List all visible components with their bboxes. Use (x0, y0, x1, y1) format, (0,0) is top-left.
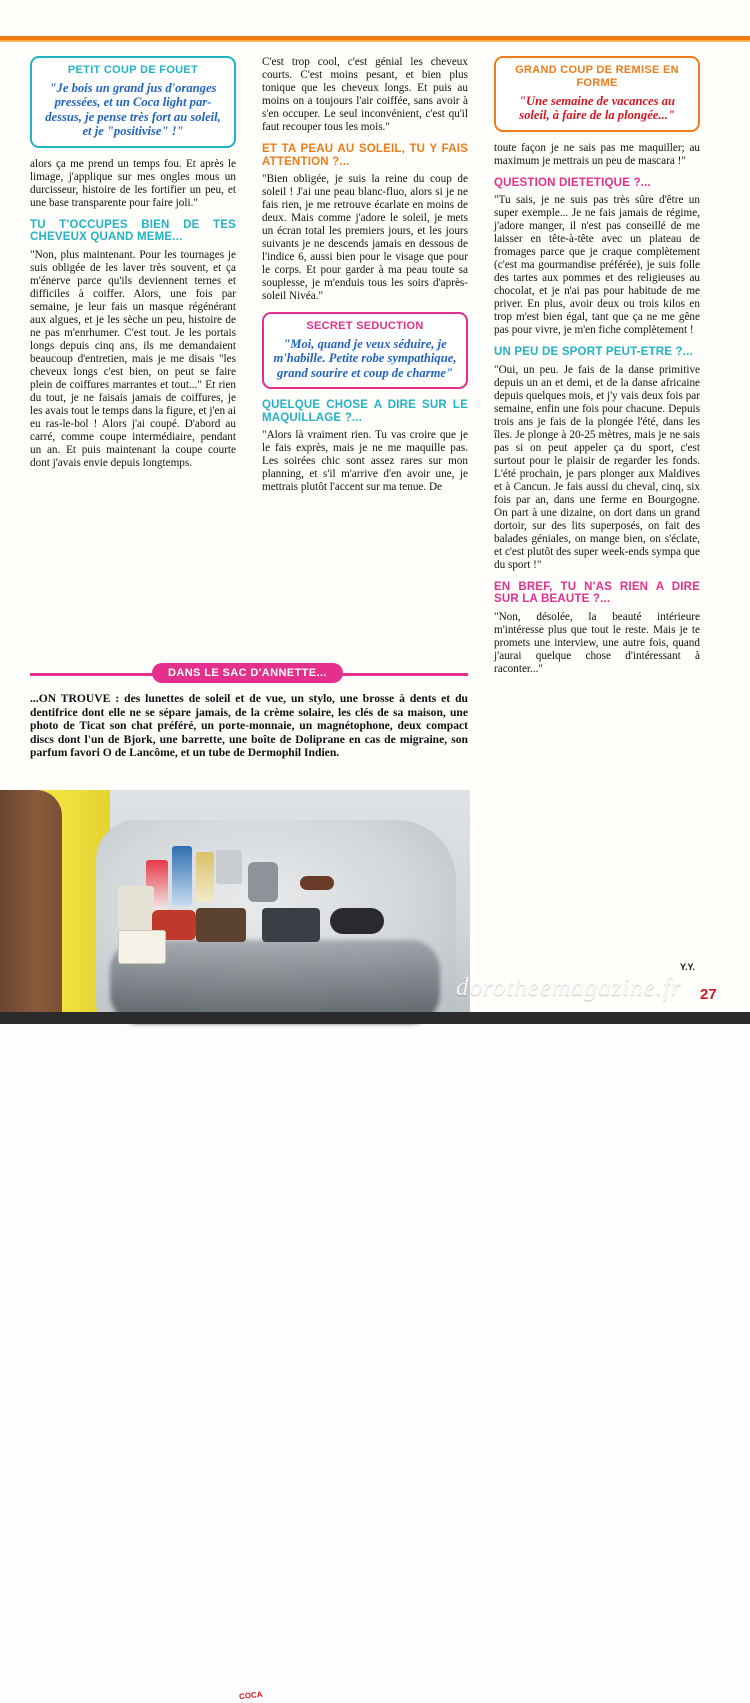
section-heading-peau-au-soleil: ET TA PEAU AU SOLEIL, TU Y FAIS ATTENTION ?... (262, 143, 468, 168)
object-coca-label: COCA (236, 1688, 267, 1702)
pull-quote-secret-seduction (262, 312, 468, 389)
paragraph: "Non, désolée, la beauté intérieure m'intéresse plus que tout le reste. Mais je te promets une interview, une autre fois, quand j'aurai quelque chose d'intéressant à raconter..." (494, 610, 700, 675)
column-three (494, 56, 700, 685)
top-rule-light (0, 40, 750, 42)
paragraph: C'est trop cool, c'est génial les cheveux courts. C'est moins pesant, et bien plus tonique que les cheveux longs. Et puis au moins on a toujours l'air coiffée, sans avoir à s'en occuper. Le seul inconvénient, c'est qu'il faut recouper tous les mois." (262, 56, 468, 133)
section-heading-sport: UN PEU DE SPORT PEUT-ETRE ?... (494, 346, 693, 359)
banner-body-text: ...ON TROUVE : des lunettes de soleil et de vue, un stylo, une brosse à dents et du dentifrice dont elle ne se sépare jamais, de la crème solaire, les clés de sa maison, une photo de Ticat son chat préféré, un porte-monnaie, un magnétophone, deux compact discs dont l'un de Bjork, une barrette, une boîte de Doliprane en cas de migraine, son parfum favori O de Lancôme, et un tube de Dermophil Indien. (30, 692, 468, 760)
pull-quote-grand-coup-de-remise-en-forme (494, 56, 700, 132)
object-sunglasses (330, 908, 384, 934)
paragraph: "Oui, un peu. Je fais de la danse primitive depuis un an et demi, et de la danse africaine depuis quelques mois, et j'y vais deux fois par semaine, enfin une fois pour chacune. Depuis trois ans je fais de la plongée l'été, dans les îles. Je plonge à 20-25 mètres, mais je ne sais pas si on peut appeler ça du sport, c'est surtout pour le plaisir de regarder les fonds. L'été prochain, je pars plonger aux Maldives et à Cancun. Je fais aussi du cheval, cinq, six fois par an, dans une ferme en Bourgogne. On part à une dizaine, on dort dans un grand dortoir, sur des lits superposés, on fait des balades géniales, on mange bien, on s'éclate, et c'est plutôt des super week-ends sympa que du sport !" (494, 363, 700, 571)
object-keys (248, 862, 278, 902)
object-notebook (118, 886, 154, 930)
column-one (30, 56, 236, 479)
paragraph: "Tu sais, je ne suis pas très sûre d'être un super exemple... Je ne fais jamais de régime, j'adore manger, il n'est pas conseillé de me laisser en tête-à-tête avec un plateau de fromages parce que je craque complètement (c'est ma gourmandise préférée), je suis folle des tartes aux pommes et des religieuses au chocolat, et je n'ai pas pour habitude de me priver. En plus, avoir deux ou trois kilos en trop m'est bien égal, tant que ça ne me gêne pas pour vivre, je m'en fiche complètement ! (494, 194, 700, 337)
object-tape-recorder (262, 908, 320, 942)
pull-quote-petit-coup-de-fouet (30, 56, 236, 148)
photo-bag-contents (0, 790, 470, 1702)
section-heading-beaute: EN BREF, TU N'AS RIEN A DIRE SUR LA BEAUTE ?... (494, 580, 700, 606)
author-initials: Y.Y. (680, 962, 696, 972)
object-sunscreen-bottle (172, 846, 192, 906)
pull-quote-text: "Une semaine de vacances au soleil, à faire de la plongée..." (519, 94, 675, 123)
section-heading-dietetique: QUESTION DIETETIQUE ?... (494, 176, 651, 189)
pull-quote-text: "Moi, quand je veux séduire, je m'habille. Petite robe sympathique, grand sourire et coup de charme" (273, 337, 457, 380)
paragraph: "Bien obligée, je suis la reine du coup de soleil ! J'ai une peau blanc-fluo, alors si je ne fais rien, je me retrouve écarlate en moins de deux. Mais comme j'adore le soleil, je mets un écran total les premiers jours, et les jours suivants je ne descends jamais en dessous de l'indice 6, aussi bien pour le visage que pour le corps. Et pour garder à ma peau toute sa souplesse, je m'enduis tous les soirs d'après-soleil Nivéa." (262, 173, 468, 302)
object-cat-photo (118, 930, 166, 964)
watermark: dorotheemagazine.fr (456, 974, 682, 1001)
object-hair-barrette (300, 876, 334, 890)
object-wallet (196, 908, 246, 942)
pull-quote-heading: SECRET SEDUCTION (306, 320, 424, 332)
banner-label: DANS LE SAC D'ANNETTE... (152, 663, 343, 683)
section-heading-maquillage: QUELQUE CHOSE A DIRE SUR LE MAQUILLAGE ?... (262, 399, 468, 424)
photo-arm (0, 790, 62, 1024)
paragraph: toute façon je ne sais pas me maquiller; au maximum je mettrais un peu de mascara !" (494, 141, 700, 167)
pull-quote-heading: GRAND COUP DE REMISE EN FORME (515, 64, 679, 89)
pull-quote-heading: PETIT COUP DE FOUET (67, 64, 199, 76)
paragraph: "Non, plus maintenant. Pour les tournages je suis obligée de les laver très souvent, et ça m'énerve parce qu'ils deviennent ternes et difficiles à coiffer. Alors, une fois par semaine, je leur fais un masque régénérant aux algues, et je les sèche un peu, histoire de ne pas m'enrhumer. C'est tout. Je les portais longs depuis cinq ans, ils me demandaient beaucoup d'entretien, mais je me disais "les cheveux longs c'est bien, on peut se faire plein de coiffures marrantes et tout..." Et rien du tout, je ne faisais jamais de coiffures, je les avais tout le temps dans la figure, et j'en ai eu ras-le-bol ! Alors j'ai coupé. D'abord au carré, comme coupe intermédiaire, pendant un an. Et puis maintenant la coupe courte dont j'avais envie depuis longtemps. (30, 248, 236, 469)
object-perfume-bottle (196, 852, 214, 902)
banner-dans-le-sac (30, 663, 468, 685)
paragraph: alors ça me prend un temps fou. Et après le limage, j'applique sur mes ongles mous un durcisseur, histoire de les fortifier un peu, et une base transparente pour faire joli." (30, 157, 236, 209)
page-number: 27 (700, 986, 717, 1003)
paragraph: "Alors là vraiment rien. Tu vas croire que je le fais exprès, mais je ne me maquille pas. Les soirées chic sont assez rares sur mon planning, et s'il m'arrive d'en avoir une, je mettrais plutôt l'accent sur ma tenue. De (262, 429, 468, 494)
pull-quote-text: "Je bois un grand jus d'oranges pressées, et un Coca light par-dessus, je pense très fort au soleil, et je "positivise" !" (45, 81, 221, 139)
column-two (262, 56, 468, 503)
object-compact-disc (216, 850, 242, 884)
bottom-edge-bar (0, 1012, 750, 1024)
section-heading-cheveux: TU T'OCCUPES BIEN DE TES CHEVEUX QUAND MEME... (30, 218, 236, 244)
